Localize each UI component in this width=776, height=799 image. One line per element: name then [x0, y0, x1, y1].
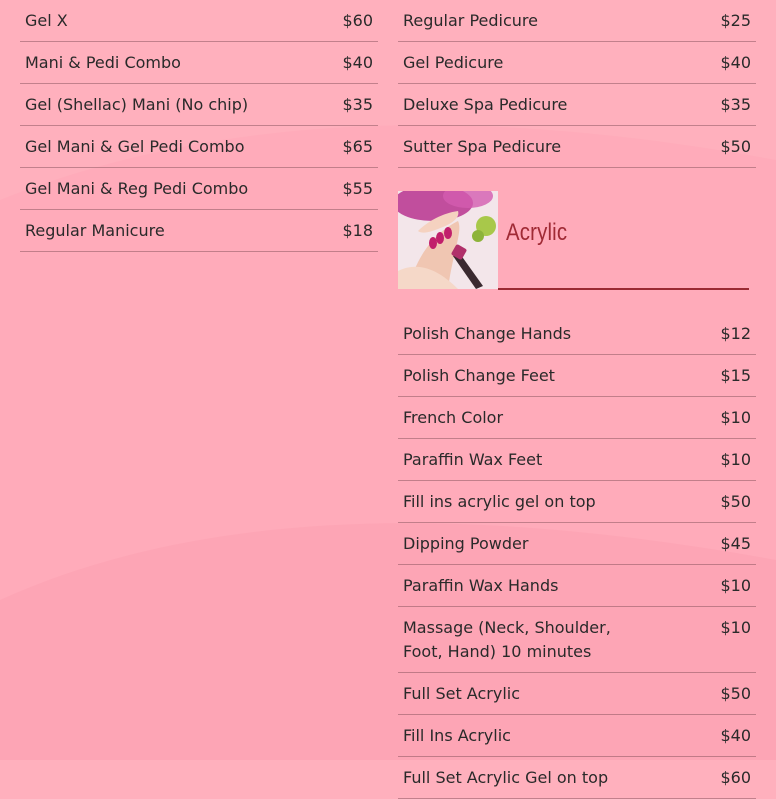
right-column [398, 0, 756, 799]
menu-item-price: $50 [720, 492, 751, 511]
menu-item-name: Gel Pedicure [403, 53, 504, 72]
menu-item-price: $35 [720, 95, 751, 114]
menu-item-name: Paraffin Wax Hands [403, 576, 559, 595]
menu-item-price: $35 [342, 95, 373, 114]
menu-item-row [20, 168, 378, 210]
menu-item-row [20, 126, 378, 168]
menu-item-name: Fill ins acrylic gel on top [403, 492, 596, 511]
menu-item-name: Gel X [25, 11, 68, 30]
menu-item-name: Regular Pedicure [403, 11, 538, 30]
menu-item-price: $40 [720, 53, 751, 72]
menu-item-name: Fill Ins Acrylic [403, 726, 511, 745]
menu-item-row [20, 210, 378, 252]
menu-item-row [20, 84, 378, 126]
menu-item-name: Paraffin Wax Feet [403, 450, 543, 469]
menu-item-row [398, 355, 756, 397]
left-column [20, 0, 378, 252]
menu-item-row [398, 715, 756, 757]
menu-item-name: Dipping Powder [403, 534, 529, 553]
menu-item-row [398, 439, 756, 481]
menu-item-price: $60 [720, 768, 751, 787]
menu-item-price: $50 [720, 684, 751, 703]
menu-item-price: $40 [720, 726, 751, 745]
menu-item-row [398, 0, 756, 42]
menu-item-price: $18 [342, 221, 373, 240]
pedicure-list [398, 0, 756, 168]
menu-item-row [20, 42, 378, 84]
menu-item-row [398, 757, 756, 799]
menu-item-price: $10 [720, 450, 751, 469]
menu-item-row [398, 313, 756, 355]
menu-item-price: $60 [342, 11, 373, 30]
menu-item-row [398, 84, 756, 126]
menu-item-row [398, 397, 756, 439]
menu-item-row [398, 523, 756, 565]
menu-item-row [398, 126, 756, 168]
menu-item-name: Polish Change Hands [403, 324, 572, 343]
menu-item-price: $25 [720, 11, 751, 30]
acrylic-list [398, 313, 756, 799]
menu-item-name: Polish Change Feet [403, 366, 555, 385]
section-divider [498, 288, 749, 290]
manicure-photo-icon [398, 191, 498, 289]
menu-item-row [398, 565, 756, 607]
menu-item-name: Gel (Shellac) Mani (No chip) [25, 95, 249, 114]
menu-item-price: $45 [720, 534, 751, 553]
acrylic-section-title: Acrylic [506, 219, 568, 246]
menu-item-name: Deluxe Spa Pedicure [403, 95, 568, 114]
menu-item-price: $15 [720, 366, 751, 385]
menu-item-price: $12 [720, 324, 751, 343]
menu-item-price: $10 [720, 618, 751, 637]
menu-item-name: French Color [403, 408, 504, 427]
menu-item-name: Massage (Neck, Shoulder, Foot, Hand) 10 minutes [403, 618, 611, 661]
acrylic-section-header [398, 191, 756, 291]
menu-item-name: Full Set Acrylic Gel on top [403, 768, 609, 787]
menu-item-price: $65 [342, 137, 373, 156]
menu-item-name: Full Set Acrylic [403, 684, 520, 703]
menu-item-row [398, 673, 756, 715]
menu-item-name: Sutter Spa Pedicure [403, 137, 562, 156]
menu-item-price: $10 [720, 576, 751, 595]
menu-item-name: Gel Mani & Gel Pedi Combo [25, 137, 245, 156]
menu-item-price: $10 [720, 408, 751, 427]
menu-item-row [20, 0, 378, 42]
menu-item-row [398, 607, 756, 673]
menu-item-name: Mani & Pedi Combo [25, 53, 181, 72]
menu-item-row [398, 481, 756, 523]
menu-item-price: $55 [342, 179, 373, 198]
menu-item-row [398, 42, 756, 84]
menu-item-price: $40 [342, 53, 373, 72]
menu-item-price: $50 [720, 137, 751, 156]
menu-item-name: Regular Manicure [25, 221, 165, 240]
menu-item-name: Gel Mani & Reg Pedi Combo [25, 179, 249, 198]
